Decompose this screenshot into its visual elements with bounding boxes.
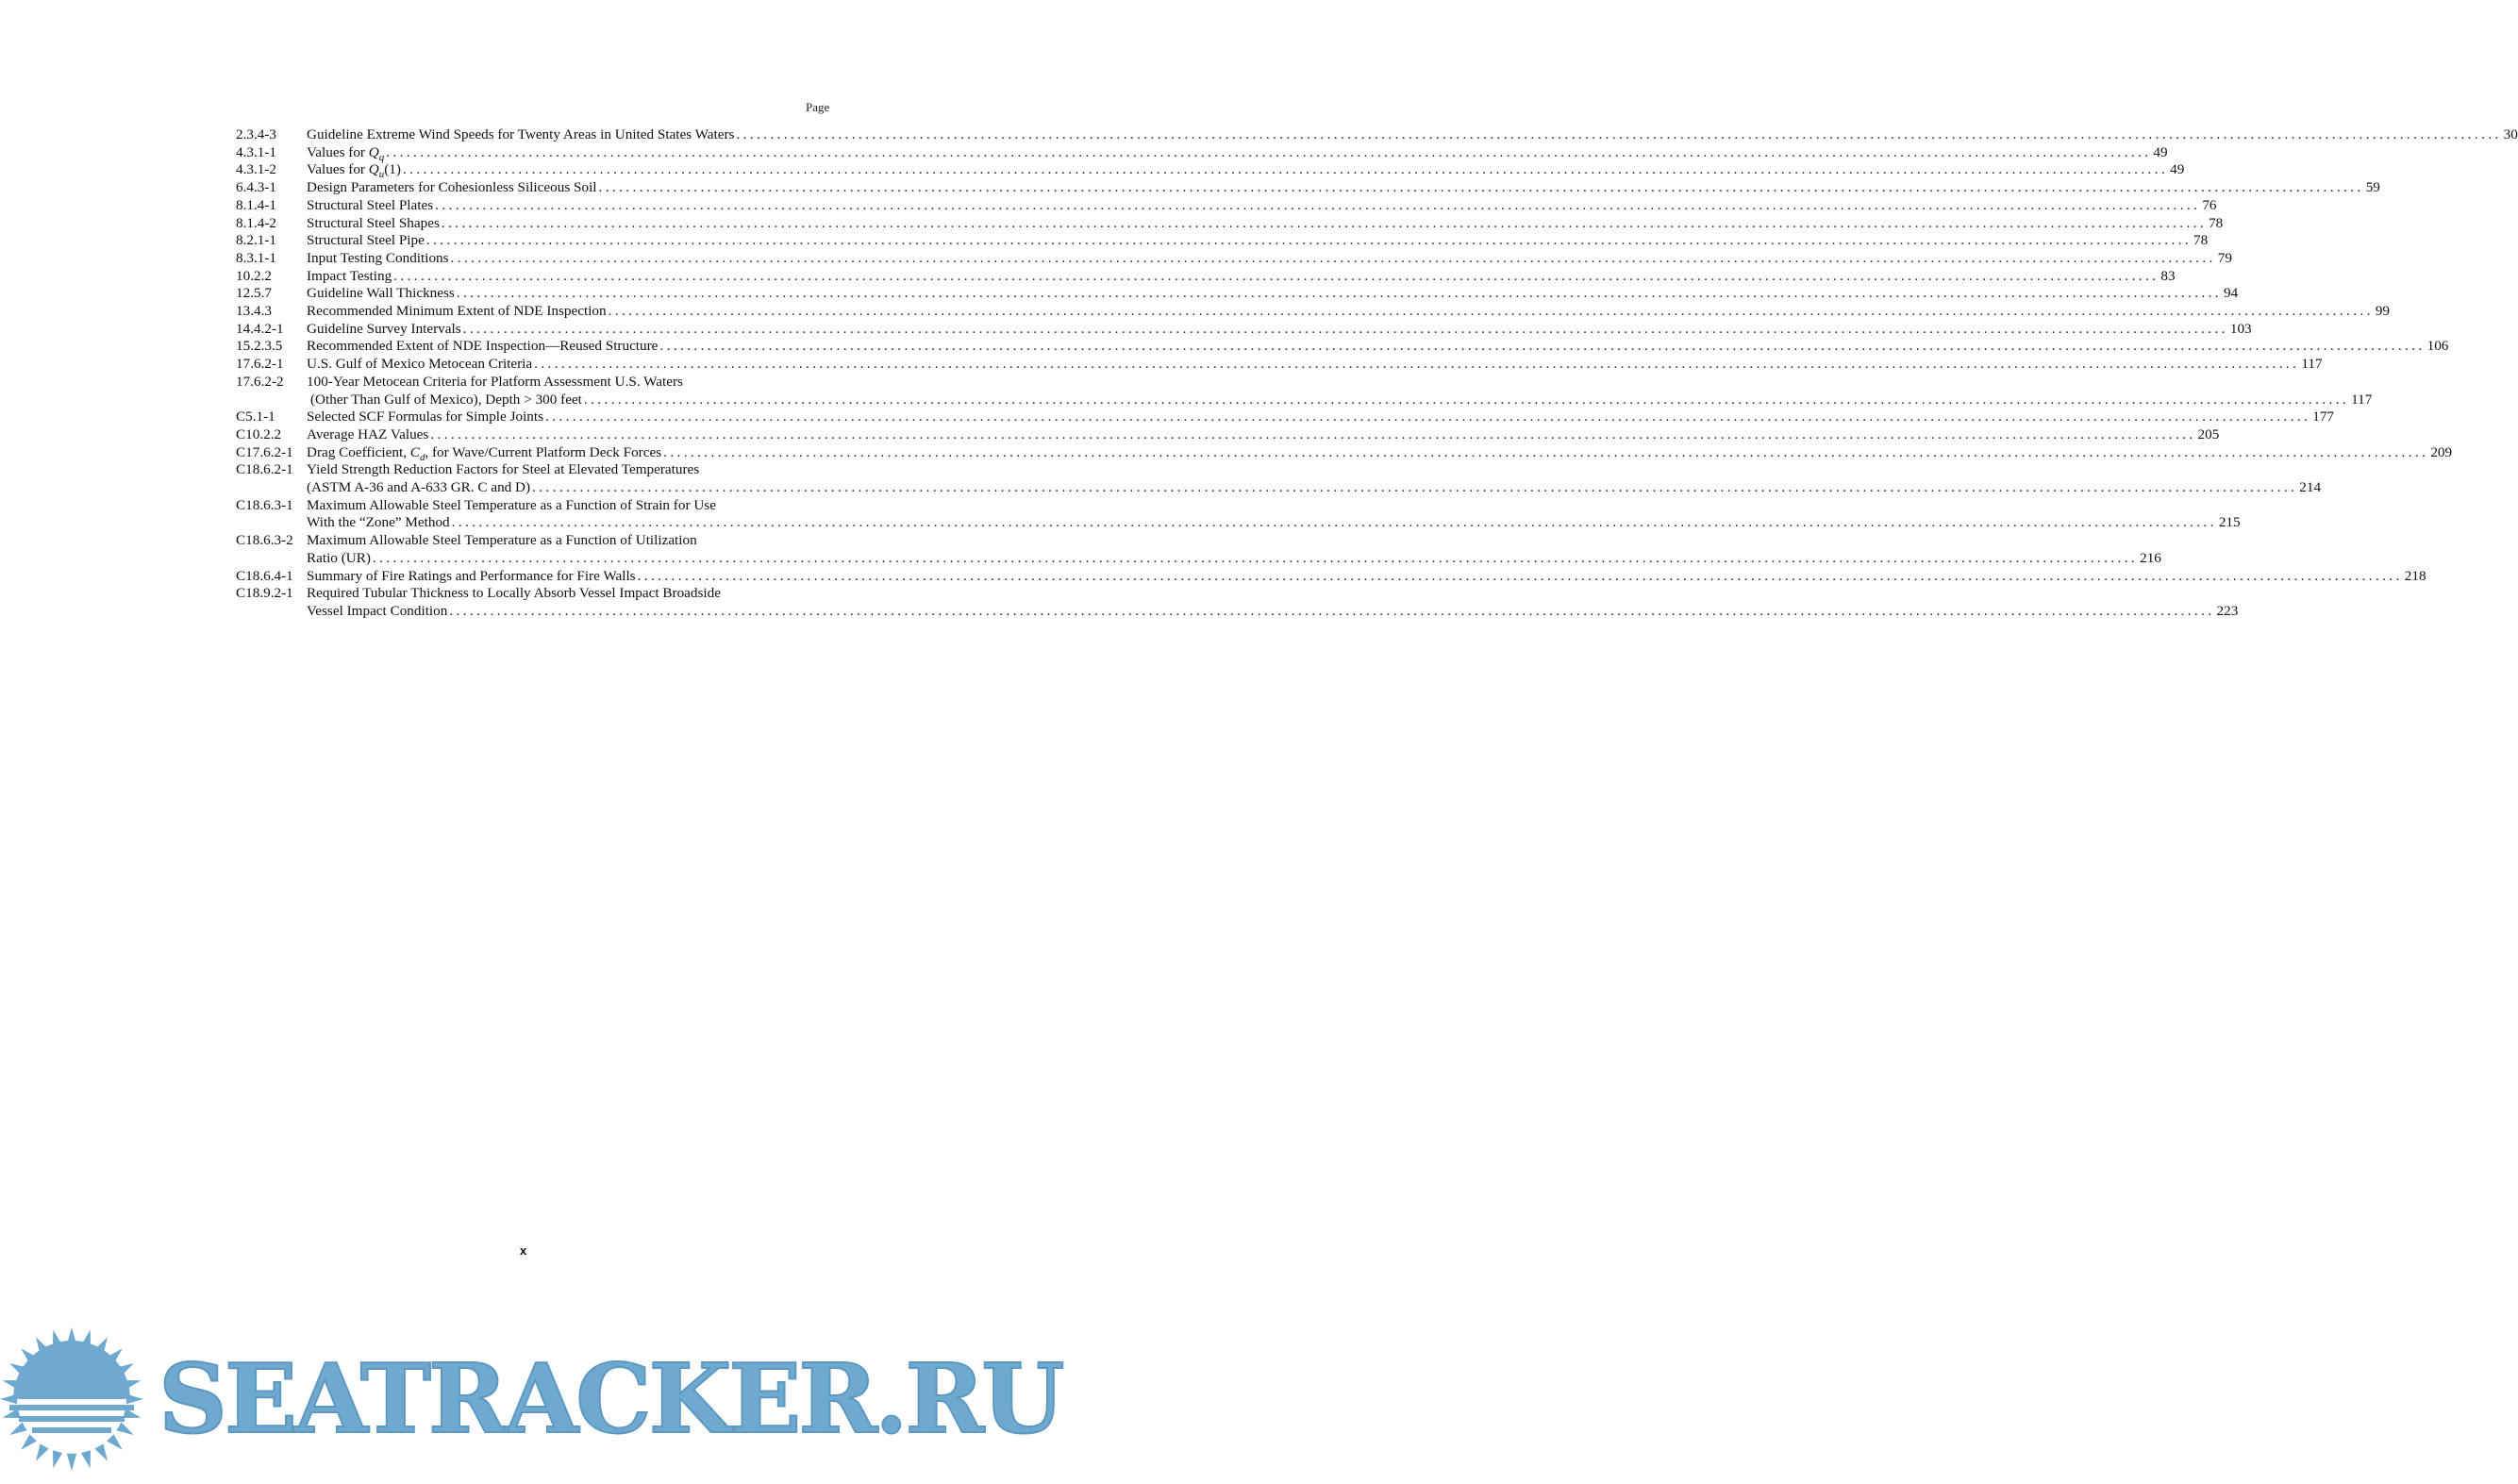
table-title: Drag Coefficient, $C_d$, for Wave/Current Platform Deck Forces xyxy=(307,443,662,463)
toc-line xyxy=(307,514,2241,532)
table-title: (ASTM A-36 and A-633 GR. C and D) xyxy=(307,479,531,496)
toc-line xyxy=(307,479,2322,497)
sun-disc xyxy=(13,1341,130,1399)
toc-line xyxy=(307,285,2239,303)
toc-entry xyxy=(236,356,2323,374)
toc-entry xyxy=(236,196,2217,215)
table-title: Input Testing Conditions xyxy=(307,249,449,266)
page-reference: 106 xyxy=(2426,338,2449,355)
page-reference: 30 xyxy=(2503,126,2518,142)
table-title: Structural Steel Shapes xyxy=(307,214,440,231)
table-number: C18.6.4-1 xyxy=(236,567,293,584)
dot-leader: .................................................................................................................................................................................................................................................................... xyxy=(393,267,2159,284)
page-reference: 218 xyxy=(2404,567,2426,584)
sun-ray xyxy=(116,1422,133,1435)
toc-line xyxy=(307,585,825,603)
page-reference: 99 xyxy=(2375,303,2390,320)
page-reference: 78 xyxy=(2193,232,2209,249)
table-number: 4.3.1-2 xyxy=(236,161,277,178)
page-reference: 215 xyxy=(2218,514,2241,531)
toc-entry xyxy=(236,303,2390,321)
sun-stripe xyxy=(19,1416,125,1422)
toc-line xyxy=(307,249,2232,268)
table-number: 8.2.1-1 xyxy=(236,232,277,249)
table-number: 14.4.2-1 xyxy=(236,320,284,337)
table-number: 13.4.3 xyxy=(236,303,272,320)
toc-line xyxy=(307,374,825,392)
page-reference: 49 xyxy=(2153,143,2168,160)
toc-entry xyxy=(236,373,2373,409)
toc-entry xyxy=(236,567,2426,586)
page-reference: 49 xyxy=(2170,161,2185,178)
table-title: Maximum Allowable Steel Temperature as a Function of Utilization xyxy=(307,532,697,549)
toc-entry xyxy=(236,126,2518,144)
list-of-tables xyxy=(236,126,2518,621)
dot-leader: .................................................................................................................................................................................................................................................................... xyxy=(659,338,2426,355)
dot-leader: .................................................................................................................................................................................................................................................................... xyxy=(663,443,2429,460)
dot-leader: .................................................................................................................................................................................................................................................................... xyxy=(583,391,2350,408)
toc-entry xyxy=(236,532,2161,567)
toc-line xyxy=(307,126,2518,144)
sun-ray xyxy=(21,1434,37,1450)
toc-line xyxy=(307,409,2334,426)
table-number: 12.5.7 xyxy=(236,285,272,302)
page-reference: 59 xyxy=(2365,179,2380,196)
table-title: Summary of Fire Ratings and Performance for Fire Walls xyxy=(307,567,636,584)
table-title: Guideline Extreme Wind Speeds for Twenty Areas in United States Waters xyxy=(307,126,735,142)
page-reference: 214 xyxy=(2299,479,2322,496)
sun-ray xyxy=(94,1443,108,1460)
dot-leader: .................................................................................................................................................................................................................................................................... xyxy=(449,602,2215,619)
table-title: U.S. Gulf of Mexico Metocean Criteria xyxy=(307,356,533,373)
table-number: 10.2.2 xyxy=(236,267,272,284)
table-title: Values for $Q_u(1)$ xyxy=(307,161,401,181)
toc-line xyxy=(307,161,2185,181)
page-reference: 205 xyxy=(2197,425,2220,442)
toc-line xyxy=(307,461,825,479)
dot-leader: .................................................................................................................................................................................................................................................................... xyxy=(425,232,2193,249)
dot-leader: .................................................................................................................................................................................................................................................................... xyxy=(545,409,2311,425)
table-number: 2.3.4-3 xyxy=(236,126,277,142)
dot-leader: .................................................................................................................................................................................................................................................................... xyxy=(532,479,2298,496)
dot-leader: .................................................................................................................................................................................................................................................................... xyxy=(608,303,2374,320)
page-column-label: Page xyxy=(806,100,830,114)
toc-entry xyxy=(236,320,2252,339)
table-number: 8.1.4-2 xyxy=(236,214,277,231)
math-symbol: C xyxy=(409,443,420,460)
dot-leader: .................................................................................................................................................................................................................................................................... xyxy=(456,285,2222,302)
page-reference: 177 xyxy=(2312,409,2334,425)
page-reference: 103 xyxy=(2229,320,2252,337)
sun-ray xyxy=(36,1443,49,1460)
toc-line xyxy=(307,196,2217,215)
dot-leader: .................................................................................................................................................................................................................................................................... xyxy=(435,196,2201,213)
toc-entry xyxy=(236,161,2185,181)
toc-entry xyxy=(236,338,2449,356)
table-number: 17.6.2-2 xyxy=(236,373,284,390)
table-title: Design Parameters for Cohesionless Siliceous Soil xyxy=(307,179,597,196)
watermark-text: SEATRACKER.RU xyxy=(158,1342,1062,1455)
page-reference: 223 xyxy=(2216,602,2239,619)
toc-line xyxy=(307,356,2323,374)
math-symbol: Q xyxy=(368,143,379,160)
page-reference: 209 xyxy=(2430,443,2453,460)
dot-leader: .................................................................................................................................................................................................................................................................... xyxy=(534,356,2300,373)
toc-line xyxy=(307,532,825,550)
table-title: Yield Strength Reduction Factors for Steel at Elevated Temperatures xyxy=(307,461,700,478)
sun-ray xyxy=(107,1434,123,1450)
dot-leader: .................................................................................................................................................................................................................................................................... xyxy=(462,320,2228,337)
table-number: 15.2.3.5 xyxy=(236,338,283,355)
table-title: Guideline Wall Thickness xyxy=(307,285,455,302)
dot-leader: .................................................................................................................................................................................................................................................................... xyxy=(598,179,2364,196)
table-number: 4.3.1-1 xyxy=(236,143,277,160)
table-number: C10.2.2 xyxy=(236,425,282,442)
sun-ray xyxy=(81,1450,91,1468)
table-number: 17.6.2-1 xyxy=(236,356,284,373)
table-number: 8.1.4-1 xyxy=(236,196,277,213)
toc-entry xyxy=(236,214,2224,233)
toc-line xyxy=(307,143,2168,163)
table-title: Ratio (UR) xyxy=(307,549,371,566)
toc-entry xyxy=(236,409,2334,426)
dot-leader: .................................................................................................................................................................................................................................................................... xyxy=(430,425,2196,442)
toc-line xyxy=(307,303,2390,321)
page-reference: 76 xyxy=(2202,196,2217,213)
page-reference: 79 xyxy=(2217,249,2232,266)
table-title: Structural Steel Plates xyxy=(307,196,434,213)
table-number: 6.4.3-1 xyxy=(236,179,277,196)
sun-ray xyxy=(67,1454,76,1471)
sun-stripe xyxy=(9,1405,134,1410)
dot-leader: .................................................................................................................................................................................................................................................................... xyxy=(386,143,2152,160)
table-title: 100-Year Metocean Criteria for Platform Assessment U.S. Waters xyxy=(307,373,683,390)
toc-line xyxy=(307,320,2252,339)
table-title: Guideline Survey Intervals xyxy=(307,320,461,337)
toc-entry xyxy=(236,232,2209,250)
page-reference: 78 xyxy=(2209,214,2224,231)
toc-line xyxy=(307,232,2209,250)
toc-entry xyxy=(236,143,2168,163)
toc-line xyxy=(307,179,2380,197)
toc-entry xyxy=(236,443,2453,463)
table-number: C5.1-1 xyxy=(236,409,275,425)
toc-line xyxy=(307,497,825,515)
page-reference: 216 xyxy=(2140,549,2161,566)
table-number: C17.6.2-1 xyxy=(236,443,293,460)
toc-line xyxy=(307,425,2220,444)
table-title: Recommended Minimum Extent of NDE Inspection xyxy=(307,303,607,320)
toc-line xyxy=(307,549,2161,568)
table-title: Structural Steel Pipe xyxy=(307,232,425,249)
toc-line xyxy=(307,567,2426,586)
page-reference: 117 xyxy=(2301,356,2323,373)
toc-entry xyxy=(236,267,2176,286)
sun-ray xyxy=(9,1422,26,1435)
toc-entry xyxy=(236,425,2220,444)
toc-entry xyxy=(236,285,2239,303)
dot-leader: .................................................................................................................................................................................................................................................................... xyxy=(402,161,2169,178)
page-reference: 83 xyxy=(2160,267,2176,284)
toc-line xyxy=(307,391,2373,409)
table-number: C18.6.3-1 xyxy=(236,496,293,513)
toc-line xyxy=(307,267,2176,286)
table-title: With the “Zone” Method xyxy=(307,514,450,531)
page-number: x xyxy=(520,1243,527,1258)
dot-leader: .................................................................................................................................................................................................................................................................... xyxy=(372,549,2139,566)
table-number: C18.9.2-1 xyxy=(236,585,293,602)
toc-line xyxy=(307,338,2449,356)
table-title: (Other Than Gulf of Mexico), Depth > 300 feet xyxy=(310,391,582,408)
page-reference: 94 xyxy=(2224,285,2239,302)
toc-entry xyxy=(236,585,2239,620)
table-number: 8.3.1-1 xyxy=(236,249,277,266)
table-title: Values for $Q_q$ xyxy=(307,143,385,163)
toc-line xyxy=(307,214,2224,233)
dot-leader: .................................................................................................................................................................................................................................................................... xyxy=(450,249,2216,266)
toc-entry xyxy=(236,461,2322,496)
math-symbol: Q xyxy=(368,161,379,178)
table-title: Selected SCF Formulas for Simple Joints xyxy=(307,409,544,425)
table-title: Average HAZ Values xyxy=(307,425,429,442)
table-number: C18.6.2-1 xyxy=(236,461,293,478)
toc-line xyxy=(307,443,2453,463)
toc-entry xyxy=(236,496,2241,532)
toc-entry xyxy=(236,249,2232,268)
table-title: Impact Testing xyxy=(307,267,392,284)
table-title: Required Tubular Thickness to Locally Absorb Vessel Impact Broadside xyxy=(307,585,721,602)
sun-stripe xyxy=(32,1427,111,1433)
page-reference: 117 xyxy=(2351,391,2373,408)
dot-leader: .................................................................................................................................................................................................................................................................... xyxy=(637,567,2403,584)
sun-ray xyxy=(53,1450,62,1468)
table-title: Vessel Impact Condition xyxy=(307,602,448,619)
dot-leader: .................................................................................................................................................................................................................................................................... xyxy=(441,214,2208,231)
dot-leader: .................................................................................................................................................................................................................................................................... xyxy=(736,126,2502,142)
dot-leader: .................................................................................................................................................................................................................................................................... xyxy=(451,514,2217,531)
toc-entry xyxy=(236,179,2380,197)
toc-line xyxy=(307,602,2239,621)
table-title: Maximum Allowable Steel Temperature as a Function of Strain for Use xyxy=(307,496,716,513)
table-number: C18.6.3-2 xyxy=(236,532,293,549)
table-title: Recommended Extent of NDE Inspection—Reused Structure xyxy=(307,338,659,355)
